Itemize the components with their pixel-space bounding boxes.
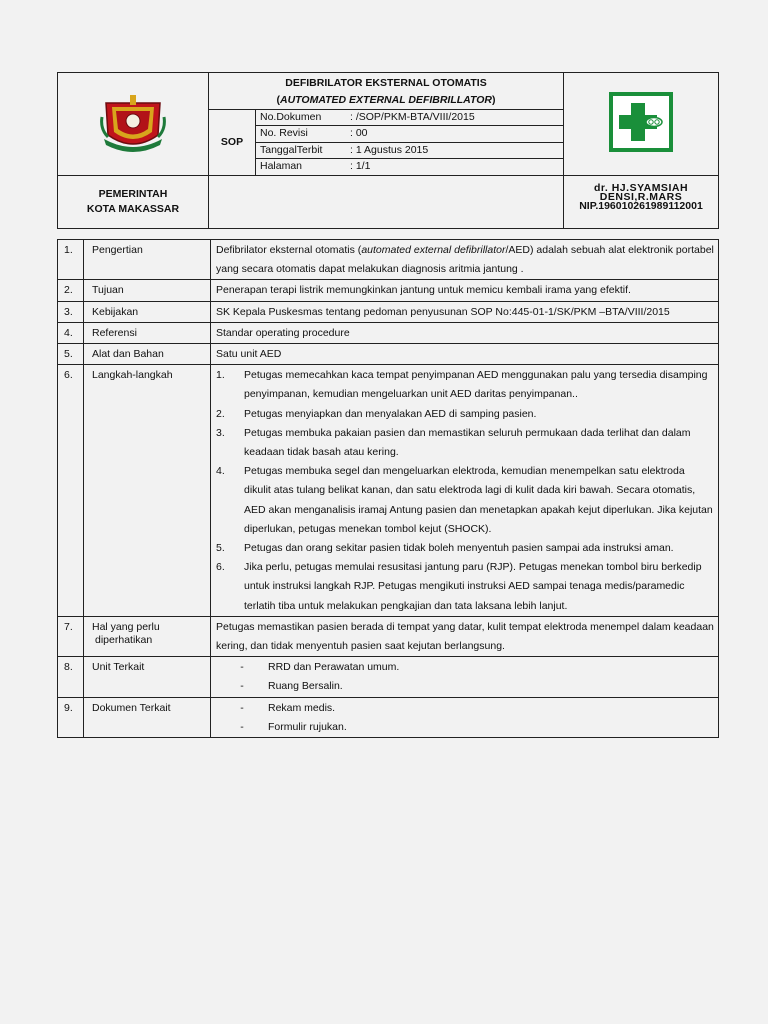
row-number: 7.	[58, 616, 84, 656]
list-item: - Formulir rujukan.	[240, 720, 347, 733]
document-meta	[256, 110, 564, 176]
list-item: - Ruang Bersalin.	[240, 680, 343, 693]
list-item: 6. Jika perlu, petugas memulai resusitasi jantung paru (RJP). Petugas menekan tombol biru berkedip untuk instruksi langkah RJP. Petugas mengikuti instruksi AED sampai tenaga medis/paramedic terlatih tiba untuk melakukan pengkajian dan tata laksana lebih lanjut.	[216, 561, 702, 612]
row-number: 5.	[58, 344, 84, 365]
sop-header-table	[57, 72, 719, 229]
row-content-referensi: Standar operating procedure	[211, 322, 719, 343]
list-item: 4. Petugas membuka segel dan mengeluarkan elektroda, kemudian menempelkan satu elektroda dikulit atas tulang belikat kanan, dan satu elektroda lagi di kulit dada kiri bawah. Secara otomatis, AED akan menganalisis iramaj Antung pasien dan menetapkan apakah kejut diperlukan. Jika kejutan diperlukan, petugas menekan tombol kejut (SHOCK).	[216, 465, 713, 535]
list-item: 2. Petugas menyiapkan dan menyalakan AED di samping pasien.	[216, 407, 537, 420]
org-line1: PEMERINTAH	[98, 187, 168, 200]
meta-no-dokumen: No.Dokumen : /SOP/PKM-BTA/VIII/2015	[256, 110, 563, 126]
table-row	[58, 301, 719, 322]
row-number: 9.	[58, 697, 84, 737]
table-row	[58, 697, 719, 737]
list-item: - Rekam medis.	[240, 701, 336, 714]
row-number: 8.	[58, 657, 84, 697]
table-row	[58, 344, 719, 365]
row-number: 4.	[58, 322, 84, 343]
sop-label: SOP	[209, 110, 256, 176]
row-number: 2.	[58, 280, 84, 301]
row-number: 1.	[58, 240, 84, 280]
row-label: Unit Terkait	[84, 657, 211, 697]
row-label: Langkah-langkah	[84, 365, 211, 617]
sop-body-table	[57, 239, 719, 738]
row-label: Hal yang perlu diperhatikan	[84, 616, 211, 656]
row-content-langkah	[211, 365, 719, 617]
row-label: Alat dan Bahan	[84, 344, 211, 365]
table-row	[58, 365, 719, 617]
document-subtitle: (AUTOMATED EXTERNAL DEFIBRILLATOR)	[276, 94, 496, 106]
makassar-emblem-icon	[100, 89, 166, 155]
signature-cell	[564, 175, 719, 228]
list-item: 1. Petugas memecahkan kaca tempat penyimpanan AED menggunakan palu yang tersedia disamping penyimpanan, kemudian mengeluarkan unit AED daritas penyimpanan..	[216, 369, 708, 401]
organization-cell	[58, 175, 209, 228]
row-content-unit-terkait	[211, 657, 719, 697]
row-number: 6.	[58, 365, 84, 617]
row-content-perhatian: Petugas memastikan pasien berada di tempat yang datar, kulit tempat elektroda menempel dalam keadaan kering, dan tidak menyentuh pasien saat kejutan berlangsung.	[211, 616, 719, 656]
row-content-kebijakan: SK Kepala Puskesmas tentang pedoman penyusunan SOP No:445-01-1/SK/PKM –BTA/VIII/2015	[211, 301, 719, 322]
table-row	[58, 322, 719, 343]
row-content-dokumen-terkait	[211, 697, 719, 737]
row-label: Referensi	[84, 322, 211, 343]
row-content-tujuan: Penerapan terapi listrik memungkinkan jantung untuk memicu kembali irama yang efektif.	[211, 280, 719, 301]
meta-tanggal-terbit: TanggalTerbit : 1 Agustus 2015	[256, 143, 563, 159]
table-row	[58, 616, 719, 656]
signer-nip: NIP.196010261989112001	[579, 199, 703, 212]
list-item: 3. Petugas membuka pakaian pasien dan memastikan seluruh permukaan dada terlihat dan dalam keadaan tidak basah atau kering.	[216, 426, 691, 459]
document-title: DEFIBRILATOR EKSTERNAL OTOMATIS	[285, 77, 487, 89]
row-label: Kebijakan	[84, 301, 211, 322]
list-item: - RRD dan Perawatan umum.	[240, 661, 400, 674]
meta-halaman: Halaman : 1/1	[260, 160, 371, 173]
makassar-emblem-cell	[58, 73, 209, 176]
puskesmas-logo-cell	[564, 73, 719, 176]
row-number: 3.	[58, 301, 84, 322]
puskesmas-logo-icon	[609, 92, 673, 152]
table-row	[58, 280, 719, 301]
table-row	[58, 240, 719, 280]
row-content-alat-bahan: Satu unit AED	[211, 344, 719, 365]
row-label: Pengertian	[84, 240, 211, 280]
document-title-cell	[209, 73, 564, 110]
list-item: 5. Petugas dan orang sekitar pasien tidak boleh menyentuh pasien sampai ada instruksi aman.	[216, 542, 674, 555]
row-label: Dokumen Terkait	[84, 697, 211, 737]
empty-cell	[209, 175, 564, 228]
row-content-pengertian: Defibrilator eksternal otomatis (automated external defibrillator/AED) adalah sebuah alat elektronik portabel yang secara otomatis dapat melakukan diagnosis aritmia jantung .	[211, 240, 719, 280]
row-label: Tujuan	[84, 280, 211, 301]
org-line2: KOTA MAKASSAR	[86, 202, 180, 215]
meta-no-revisi: No. Revisi : 00	[256, 126, 563, 142]
table-row	[58, 657, 719, 697]
signer-name: dr. HJ.SYAMSIAH DENSI,R.MARS	[593, 181, 689, 203]
